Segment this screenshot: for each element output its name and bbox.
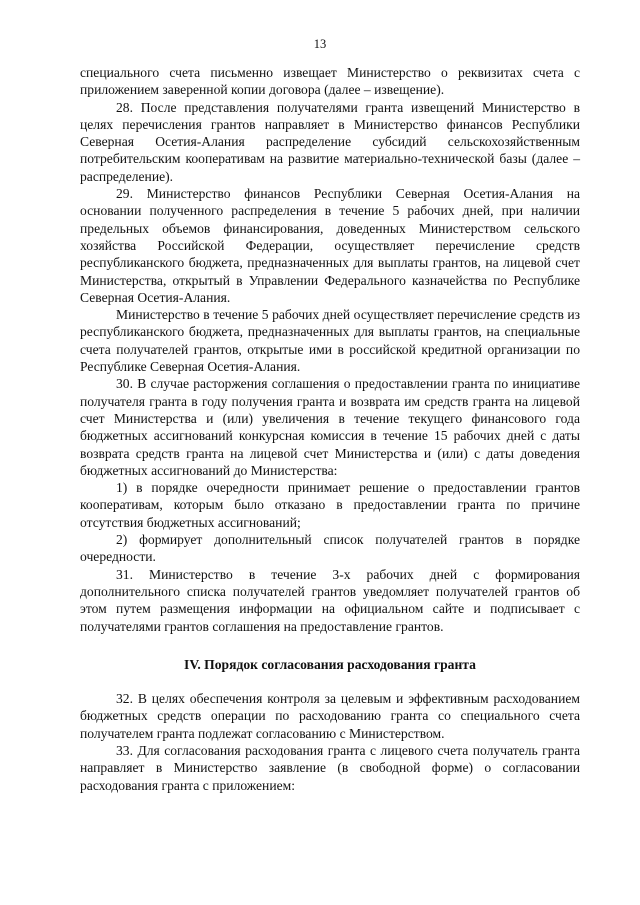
paragraph: 31. Министерство в течение 3-х рабочих дней с формирования дополнительного списка получателей грантов уведомляет получателей грантов об этом путем размещения информации на официальном сайте и подписывает с получателями грантов соглашения на предоставление грантов. bbox=[80, 566, 580, 634]
paragraph: 2) формирует дополнительный список получателей грантов в порядке очередности. bbox=[80, 532, 580, 565]
paragraph: 29. Министерство финансов Республики Северная Осетия-Алания на основании полученного распределения в течение 5 рабочих дней, при наличии предельных объемов финансирования, доведенных Министерством сельского хозяйства Российской Федерации, осуществляет перечисление средств республиканского бюджета, предназначенных для выплаты грантов, на лицевой счет Министерства, открытый в Управлении Федерального казначейства по Республике Северная Осетия-Алания. bbox=[80, 186, 580, 305]
paragraph: Министерство в течение 5 рабочих дней осуществляет перечисление средств из республиканского бюджета, предназначенных для выплаты грантов, на специальные счета получателей грантов, открытые ими в российской кредитной организации по Республике Северная Осетия-Алания. bbox=[80, 307, 580, 375]
page-number: 13 bbox=[313, 37, 327, 51]
paragraph: 32. В целях обеспечения контроля за целевым и эффективным расходованием бюджетных средств операции по расходованию гранта со специального счета получателем гранта подлежат согласованию с Министерством. bbox=[80, 691, 580, 741]
paragraph: специального счета письменно извещает Министерство о реквизитах счета с приложением заверенной копии договора (далее – извещение). bbox=[80, 65, 580, 98]
paragraph: 1) в порядке очередности принимает решение о предоставлении грантов кооперативам, которым было отказано в предоставлении гранта по причине отсутствия бюджетных ассигнований; bbox=[80, 480, 580, 530]
paragraph: 30. В случае расторжения соглашения о предоставлении гранта по инициативе получателя гранта в году получения гранта и возврата им средств гранта на лицевой счет Министерства и (или) увеличения в течение текущего финансового года бюджетных ассигнований конкурсная комиссия в течение 15 рабочих дней с даты возврата средств гранта на лицевой счет Министерства и (или) с даты доведения бюджетных ассигнований до Министерства: bbox=[80, 376, 580, 478]
paragraph: 28. После представления получателями гранта извещений Министерство в целях перечисления грантов направляет в Министерство финансов Республики Северная Осетия-Алания распределение субсидий сельскохозяйственным потребительским кооперативам на развитие материально-технической базы (далее – распределение). bbox=[80, 99, 580, 184]
paragraphs-before-heading bbox=[80, 64, 580, 635]
paragraphs-after-heading bbox=[80, 690, 580, 794]
page-content bbox=[80, 64, 580, 794]
paragraph: 33. Для согласования расходования гранта с лицевого счета получатель гранта направляет в Министерство заявление (в свободной форме) о согласовании расходования гранта с приложением: bbox=[80, 742, 580, 793]
section-heading: IV. Порядок согласования расходования гранта bbox=[184, 656, 476, 672]
